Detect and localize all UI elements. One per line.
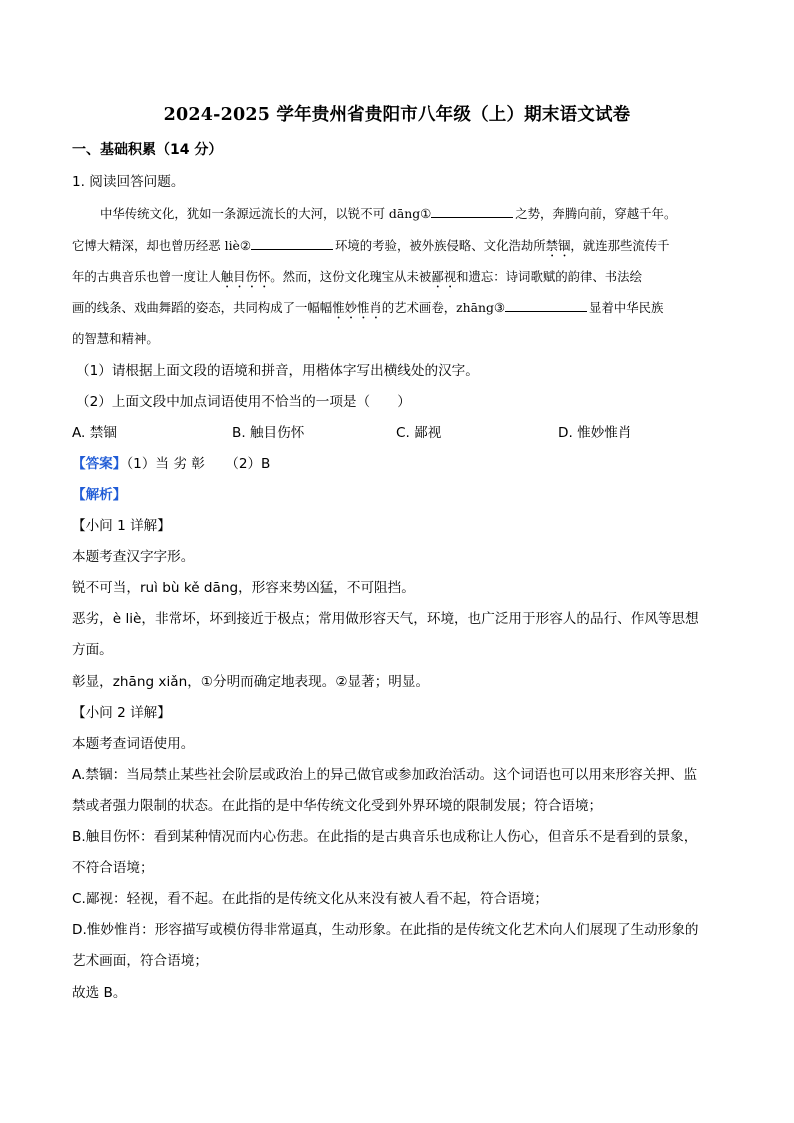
page-title: 2024-2025 学年贵州省贵阳市八年级（上）期末语文试卷 xyxy=(163,105,631,125)
passage-text: 它博大精深，却也曾历经恶 liè② xyxy=(72,238,251,253)
option-d[interactable]: D. 惟妙惟肖 xyxy=(558,425,632,441)
option-a[interactable]: A. 禁锢 xyxy=(72,425,117,441)
dotted-word-c: 鄙视 xyxy=(431,269,457,284)
passage-line-1 xyxy=(100,205,676,223)
q1-explanation-3: 彰显，zhāng xiǎn，①分明而确定地表现。②显著；明显。 xyxy=(72,674,430,690)
answer-line xyxy=(72,455,270,473)
fill-blank-3[interactable] xyxy=(505,299,587,312)
passage-line-2 xyxy=(72,237,670,260)
analysis-line xyxy=(72,486,126,504)
passage-text: 画的线条、戏曲舞蹈的姿态，共同构成了一幅幅 xyxy=(72,300,333,315)
q2-option-b-line-2: 不符合语境； xyxy=(72,860,154,876)
section-heading: 一、基础积累（14 分） xyxy=(72,142,223,158)
conclusion: 故选 B。 xyxy=(72,985,127,1001)
option-b[interactable]: B. 触目伤怀 xyxy=(232,425,305,441)
q1-explanation-2: 恶劣，è liè，非常坏，坏到接近于极点；常用做形容天气，环境，也广泛用于形容人的品行、作风等思想 xyxy=(72,611,699,627)
q2-option-a-line-1: A.禁锢：当局禁止某些社会阶层或政治上的异己做官或参加政治活动。这个词语也可以用来形容关押、监 xyxy=(72,767,698,783)
passage-text: 和遗忘：诗词歌赋的韵律、书法绘 xyxy=(456,269,642,284)
dotted-word-b: 触目伤怀 xyxy=(220,269,271,284)
passage-line-5: 的智慧和精神。 xyxy=(72,331,159,346)
passage-text: 。然而，这份文化瑰宝从未被 xyxy=(270,269,432,284)
q1-intro: 本题考查汉字字形。 xyxy=(72,549,195,565)
passage-text: 显着中华民族 xyxy=(589,300,664,315)
options-row xyxy=(0,424,794,442)
analysis-label: 【解析】 xyxy=(72,487,127,503)
passage-text: 之势，奔腾向前，穿越千年。 xyxy=(515,206,677,221)
dotted-word-a: 禁锢 xyxy=(545,238,571,253)
passage-text: 的艺术画卷，zhāng③ xyxy=(381,300,506,315)
option-c[interactable]: C. 鄙视 xyxy=(396,425,442,441)
question-number: 1. 阅读回答问题。 xyxy=(72,174,185,190)
q2-option-c-line-1: C.鄙视：轻视，看不起。在此指的是传统文化从来没有被人看不起，符合语境； xyxy=(72,891,548,907)
answer-text: （1）当 劣 彰 （2）B xyxy=(126,456,271,472)
fill-blank-2[interactable] xyxy=(251,237,333,250)
passage-text: ，就连那些流传千 xyxy=(570,238,670,253)
q2-option-a-line-2: 禁或者强力限制的状态。在此指的是中华传统文化受到外界环境的限制发展；符合语境； xyxy=(72,798,603,814)
answer-label: 【答案】 xyxy=(72,456,127,472)
q2-intro: 本题考查词语使用。 xyxy=(72,736,195,752)
q1-explanation-1: 锐不可当，ruì bù kě dāng，形容来势凶猛，不可阻挡。 xyxy=(72,580,415,596)
passage-text: 中华传统文化，犹如一条源远流长的大河，以锐不可 dāng① xyxy=(100,206,432,221)
q2-option-d-line-1: D.惟妙惟肖：形容描写或模仿得非常逼真，生动形象。在此指的是传统文化艺术向人们展现了生动形象的 xyxy=(72,922,699,938)
passage-text: 环境的考验，被外族侵略、文化浩劫所 xyxy=(335,238,546,253)
q1-heading: 【小问 1 详解】 xyxy=(72,518,171,534)
q2-heading: 【小问 2 详解】 xyxy=(72,705,171,721)
q1-explanation-2-cont: 方面。 xyxy=(72,642,113,658)
q2-option-d-line-2: 艺术画面，符合语境； xyxy=(72,953,208,969)
fill-blank-1[interactable] xyxy=(431,205,513,218)
sub-question-1: （1）请根据上面文段的语境和拼音，用楷体字写出横线处的汉字。 xyxy=(76,363,479,379)
sub-question-2: （2）上面文段中加点词语使用不恰当的一项是（ ） xyxy=(76,394,411,410)
q2-option-b-line-1: B.触目伤怀：看到某种情况而内心伤悲。在此指的是古典音乐也成称让人伤心，但音乐不是看到的景象， xyxy=(72,829,698,845)
passage-line-3 xyxy=(72,268,642,291)
passage-line-4 xyxy=(72,299,663,322)
dotted-word-d: 惟妙惟肖 xyxy=(332,300,382,315)
passage-text: 年的古典音乐也曾一度让人 xyxy=(72,269,221,284)
